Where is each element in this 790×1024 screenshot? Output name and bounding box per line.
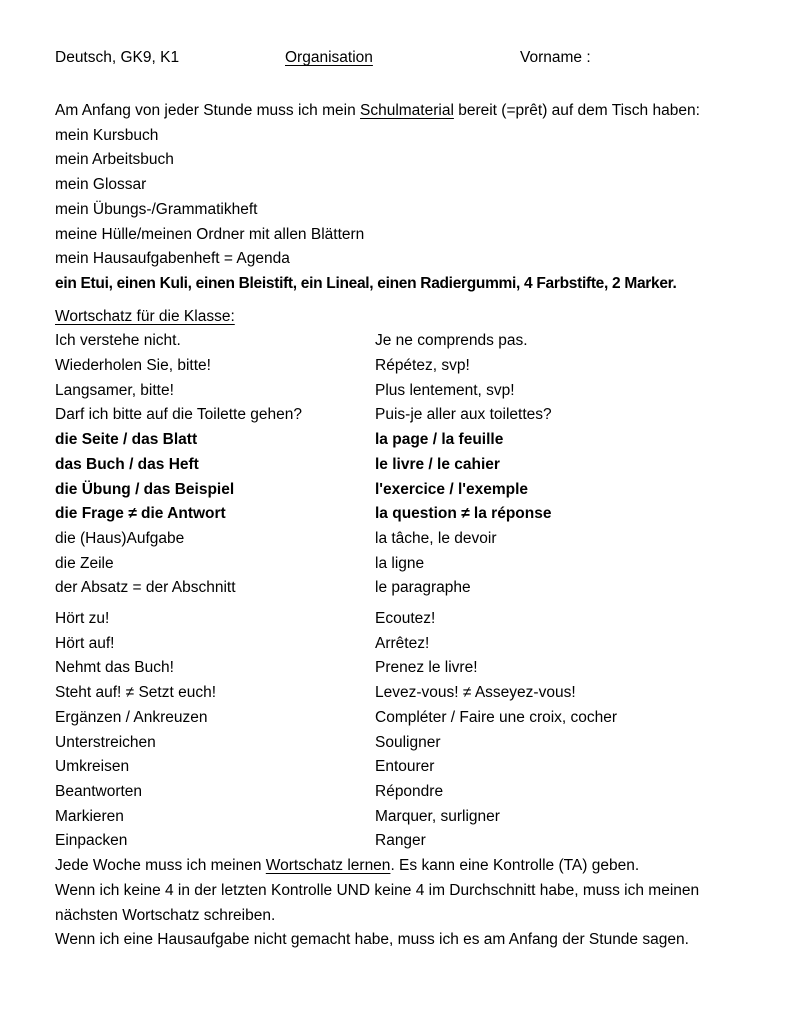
intro-pre: Am Anfang von jeder Stunde muss ich mein xyxy=(55,102,360,119)
vocab-row xyxy=(55,379,752,404)
footer-line-2: Wenn ich keine 4 in der letzten Kontrolle UND keine 4 im Durchschnitt habe, muss ich meinen xyxy=(55,881,700,899)
vocab-row xyxy=(55,329,752,354)
vocab-de: Darf ich bitte auf die Toilette gehen? xyxy=(55,406,303,424)
vocab-row xyxy=(55,527,752,552)
vocab-fr: la page / la feuille xyxy=(375,431,504,449)
vocab-fr: la ligne xyxy=(375,554,425,572)
footer-rules xyxy=(55,854,752,953)
vocab-de: Umkreisen xyxy=(55,758,130,776)
vocab-row xyxy=(55,681,752,706)
name-label: Vorname : xyxy=(520,49,591,66)
vocab-de: Hört auf! xyxy=(55,634,115,652)
vocab-fr: Plus lentement, svp! xyxy=(375,381,515,399)
vocab-fr: Arrêtez! xyxy=(375,634,430,652)
vocab-de: Steht auf! ≠ Setzt euch! xyxy=(55,684,217,702)
vocab-fr: la tâche, le devoir xyxy=(375,529,497,547)
vocab-fr: Répondre xyxy=(375,782,444,800)
footer-line-3: nächsten Wortschatz schreiben. xyxy=(55,906,276,924)
vocab-row xyxy=(55,632,752,657)
vocab-row xyxy=(55,502,752,527)
vocab-de: Langsamer, bitte! xyxy=(55,381,174,399)
vocab-row xyxy=(55,403,752,428)
vocab-de: die (Haus)Aufgabe xyxy=(55,529,185,547)
list-item: mein Glossar xyxy=(55,176,147,194)
vocab-row xyxy=(55,607,752,632)
course-label: Deutsch, GK9, K1 xyxy=(55,49,180,66)
vocab-fr: la question ≠ la réponse xyxy=(375,505,552,523)
vocab-fr: Souligner xyxy=(375,733,441,751)
list-item: mein Übungs-/Grammatikheft xyxy=(55,200,258,218)
vocab-de: Beantworten xyxy=(55,782,143,800)
vocab-fr: le paragraphe xyxy=(375,579,471,597)
vocab-de: Einpacken xyxy=(55,832,128,850)
vocab-row xyxy=(55,656,752,681)
footer-line-1 xyxy=(55,854,752,879)
vocab-de: Ergänzen / Ankreuzen xyxy=(55,708,208,726)
vocab-row xyxy=(55,829,752,854)
vocab-row xyxy=(55,552,752,577)
vocab-de: Hört zu! xyxy=(55,610,110,628)
section-title: Wortschatz für die Klasse: xyxy=(55,307,235,325)
vocab-de: Nehmt das Buch! xyxy=(55,659,174,677)
vocab-fr: Ecoutez! xyxy=(375,610,436,628)
vocab-fr: Puis-je aller aux toilettes? xyxy=(375,406,552,424)
vocab-row xyxy=(55,731,752,756)
vocab-de: der Absatz = der Abschnitt xyxy=(55,579,236,597)
vocab-row xyxy=(55,755,752,780)
vocab-de: die Übung / das Beispiel xyxy=(55,480,235,498)
page-content xyxy=(55,46,752,953)
wortschatz-lernen-underlined: Wortschatz lernen xyxy=(265,857,391,875)
list-item: mein Arbeitsbuch xyxy=(55,151,174,169)
vocab-de: Ich verstehe nicht. xyxy=(55,332,181,350)
list-item: meine Hülle/meinen Ordner mit allen Blättern xyxy=(55,225,365,243)
vocab-fr: Compléter / Faire une croix, cocher xyxy=(375,708,618,726)
footer-line1-post: . Es kann eine Kontrolle (TA) geben. xyxy=(390,857,640,875)
materials-bold-line: ein Etui, einen Kuli, einen Bleistift, ein Lineal, einen Radiergummi, 4 Farbstifte, 2 Marker. xyxy=(55,274,677,292)
page-header xyxy=(55,46,752,71)
vocab-row xyxy=(55,576,752,601)
vocab-de: die Frage ≠ die Antwort xyxy=(55,505,226,523)
vocab-fr: Ranger xyxy=(375,832,426,850)
vocab-fr: Je ne comprends pas. xyxy=(375,332,528,350)
vocab-de: die Seite / das Blatt xyxy=(55,431,198,449)
vocab-de: Unterstreichen xyxy=(55,733,156,751)
vocab-fr: l'exercice / l'exemple xyxy=(375,480,529,498)
intro-post: bereit (=prêt) auf dem Tisch haben: xyxy=(453,102,700,119)
vocab-fr: Levez-vous! ≠ Asseyez-vous! xyxy=(375,684,576,702)
vocab-de: Markieren xyxy=(55,807,124,825)
vocab-fr: Marquer, surligner xyxy=(375,807,500,825)
vocab-de: das Buch / das Heft xyxy=(55,455,199,473)
footer-line1-pre: Jede Woche muss ich meinen xyxy=(55,857,266,875)
vocab-de: Wiederholen Sie, bitte! xyxy=(55,357,211,375)
vocab-fr: Entourer xyxy=(375,758,435,776)
schulmaterial-underlined: Schulmaterial xyxy=(360,102,454,119)
vocab-fr: Prenez le livre! xyxy=(375,659,478,677)
intro-line xyxy=(55,99,752,124)
vocab-row xyxy=(55,354,752,379)
page-title: Organisation xyxy=(285,49,373,66)
vocab-de: die Zeile xyxy=(55,554,114,572)
vocab-table-2 xyxy=(55,607,752,854)
list-item: mein Hausaufgabenheft = Agenda xyxy=(55,250,290,268)
list-item: mein Kursbuch xyxy=(55,126,159,144)
vocab-row xyxy=(55,780,752,805)
vocab-table-1 xyxy=(55,329,752,601)
vocab-row xyxy=(55,453,752,478)
vocab-fr: le livre / le cahier xyxy=(375,455,500,473)
vocab-row xyxy=(55,428,752,453)
materials-list xyxy=(55,124,752,297)
footer-line-4: Wenn ich eine Hausaufgabe nicht gemacht habe, muss ich es am Anfang der Stunde sagen. xyxy=(55,931,689,949)
vocab-row xyxy=(55,805,752,830)
vocab-fr: Répétez, svp! xyxy=(375,357,470,375)
vocab-row xyxy=(55,478,752,503)
vocab-row xyxy=(55,706,752,731)
